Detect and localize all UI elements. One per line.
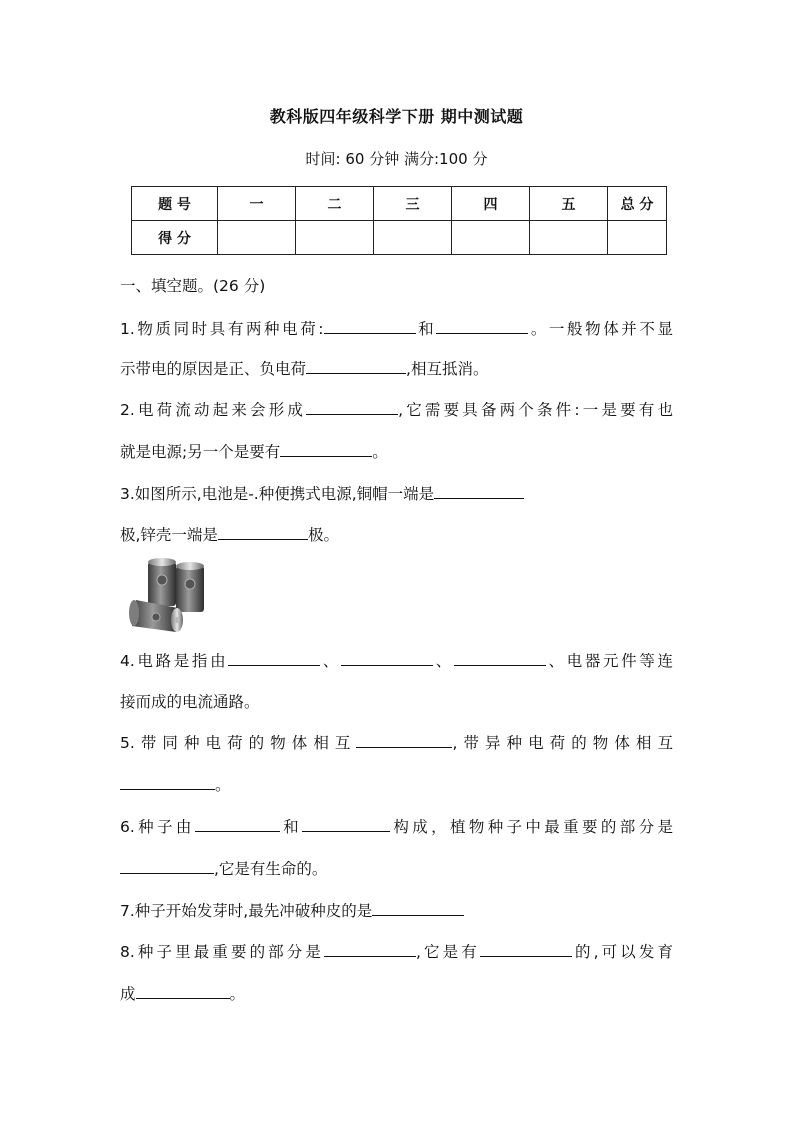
answer-blank bbox=[280, 441, 372, 457]
answer-blank bbox=[341, 650, 433, 666]
answer-blank bbox=[120, 774, 215, 790]
question-8-line-2: 成 。 bbox=[120, 985, 246, 1003]
question-4-line-2: 接而成的电流通路。 bbox=[120, 693, 260, 711]
question-2-line-2: 就是电源;另一个是要有 。 bbox=[120, 443, 388, 461]
question-6-line-2: ,它是有生命的。 bbox=[120, 857, 327, 879]
answer-blank bbox=[436, 318, 528, 334]
score-cell bbox=[218, 221, 296, 255]
exam-info: 时间: 60 分钟 满分:100 分 bbox=[305, 150, 488, 168]
row-label-question-number: 题 号 bbox=[132, 187, 218, 221]
column-header: 二 bbox=[296, 187, 374, 221]
question-6-line-1: 6.种子由 和 构成，植物种子中最重要的部分是 bbox=[120, 818, 673, 836]
question-4-line-1: 4.电路是指由 、 、 、电器元件等连 bbox=[120, 652, 673, 670]
question-8-line-1: 8.种子里最重要的部分是 ,它是有 的,可以发育 bbox=[120, 943, 673, 961]
answer-blank bbox=[324, 941, 416, 957]
answer-blank bbox=[356, 732, 452, 748]
question-2-line-1: 2.电荷流动起来会形成 ,它需要具备两个条件:一是要有也 bbox=[120, 401, 673, 419]
score-cell bbox=[374, 221, 452, 255]
column-header: 四 bbox=[452, 187, 530, 221]
score-table bbox=[131, 186, 667, 255]
answer-blank bbox=[372, 900, 464, 916]
battery-image bbox=[126, 556, 208, 636]
answer-blank bbox=[324, 318, 416, 334]
row-label-score: 得 分 bbox=[132, 221, 218, 255]
answer-blank bbox=[218, 524, 308, 540]
answer-blank bbox=[454, 650, 546, 666]
answer-blank bbox=[228, 650, 320, 666]
answer-blank bbox=[306, 399, 398, 415]
column-header: 一 bbox=[218, 187, 296, 221]
question-5-line-2: 。 bbox=[120, 773, 231, 795]
question-5-line-1: 5.带同种电荷的物体相互 ,带异种电荷的物体相互 bbox=[120, 734, 673, 752]
answer-blank bbox=[306, 358, 406, 374]
question-7-line-1: 7.种子开始发芽时,最先冲破种皮的是 bbox=[120, 899, 464, 921]
answer-blank bbox=[480, 941, 572, 957]
column-header-total: 总 分 bbox=[608, 187, 667, 221]
answer-blank bbox=[302, 816, 390, 832]
column-header: 五 bbox=[530, 187, 608, 221]
score-cell bbox=[530, 221, 608, 255]
score-cell bbox=[452, 221, 530, 255]
answer-blank bbox=[120, 858, 214, 874]
answer-blank bbox=[136, 983, 230, 999]
question-1-line-1: 1.物质同时具有两种电荷: 和 。一般物体并不显 bbox=[120, 320, 673, 338]
question-3-line-2: 极,锌壳一端是 极。 bbox=[120, 526, 339, 544]
answer-blank bbox=[195, 816, 280, 832]
question-1-line-2: 示带电的原因是正、负电荷 ,相互抵消。 bbox=[120, 360, 489, 378]
page-title: 教科版四年级科学下册 期中测试题 bbox=[269, 107, 524, 126]
score-cell bbox=[296, 221, 374, 255]
answer-blank bbox=[434, 483, 524, 499]
score-cell bbox=[608, 221, 667, 255]
score-table-header-row bbox=[132, 187, 667, 221]
section-heading: 一、填空题。(26 分) bbox=[120, 277, 266, 295]
column-header: 三 bbox=[374, 187, 452, 221]
score-table-score-row bbox=[132, 221, 667, 255]
question-3-line-1: 3.如图所示,电池是-.种便携式电源,铜帽一端是 bbox=[120, 482, 524, 504]
